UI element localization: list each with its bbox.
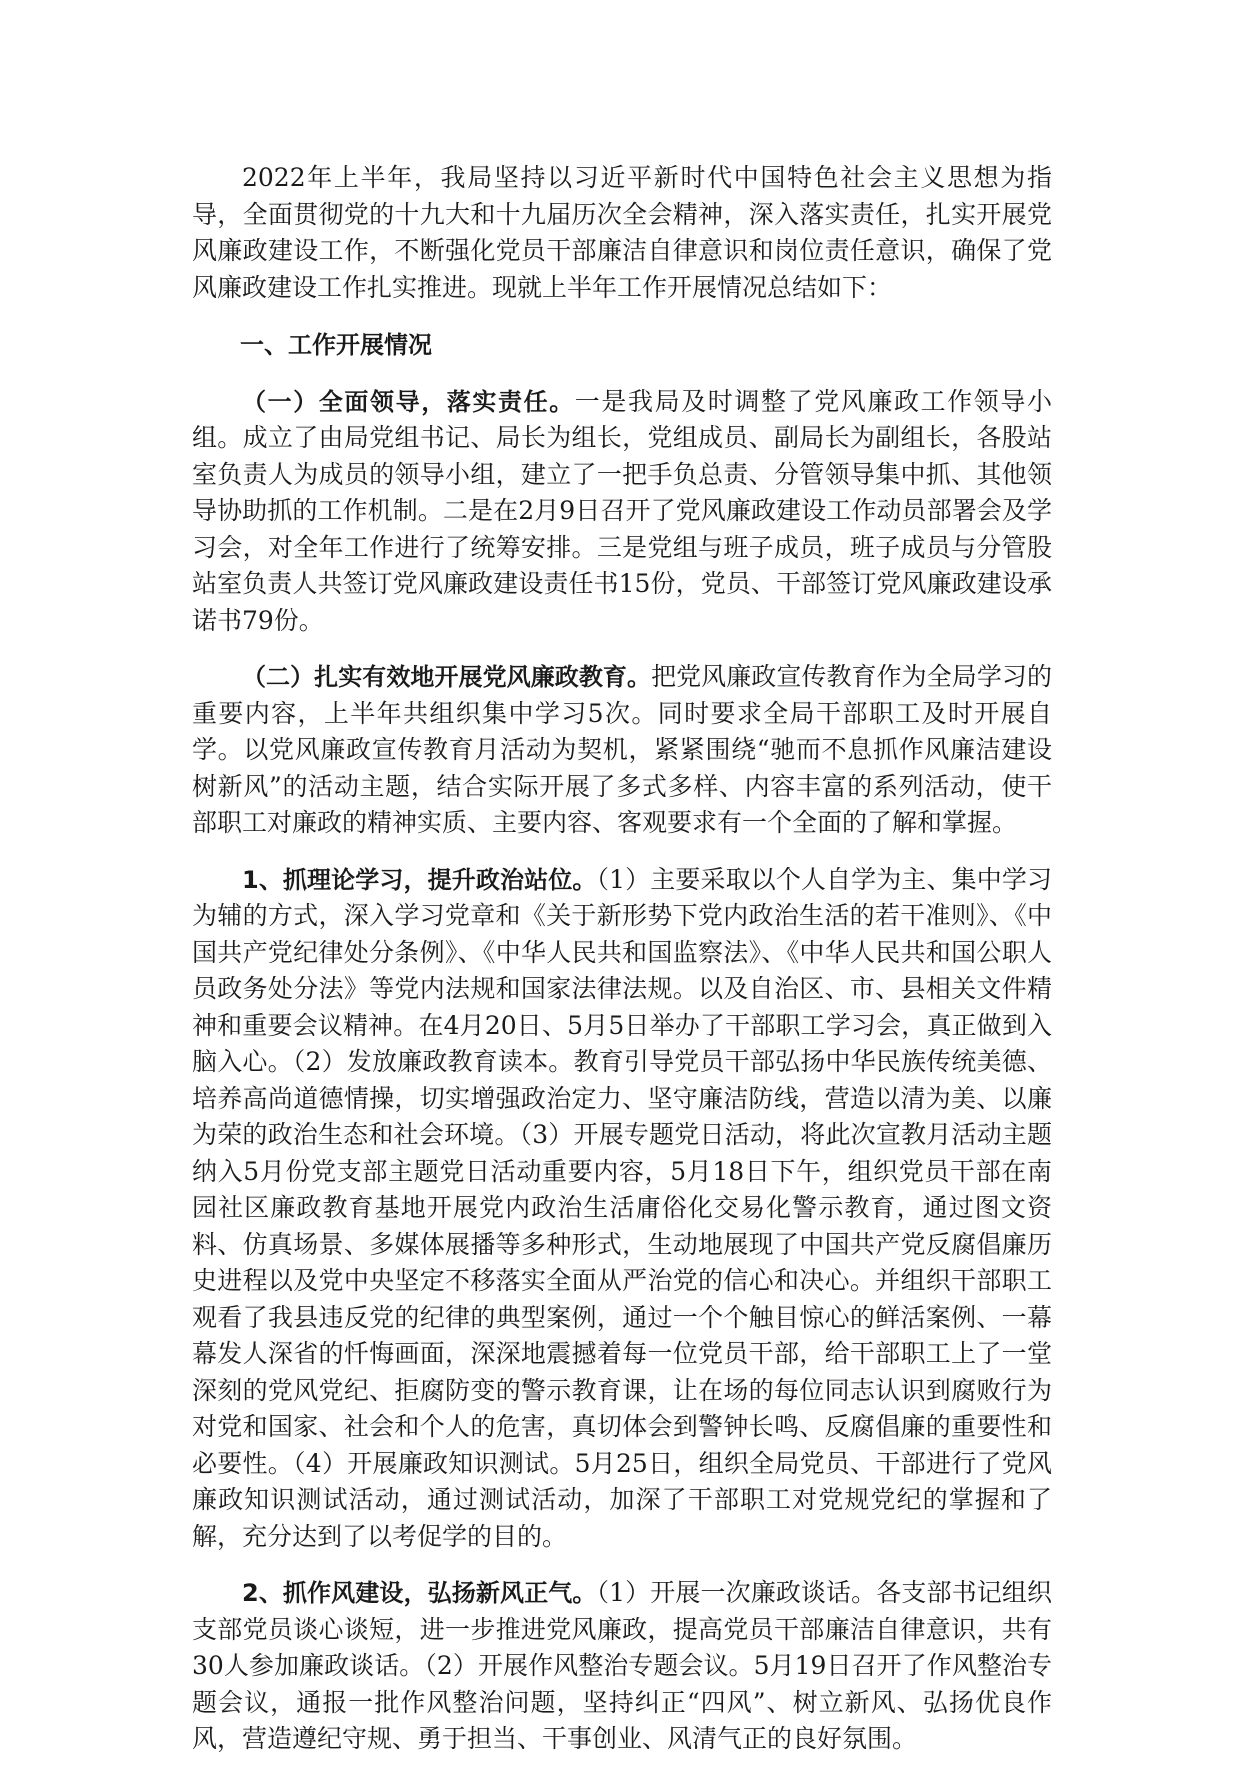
document-page: [192, 160, 1052, 1778]
paragraph-lead: （二）扎实有效地开展党风廉政教育。: [242, 663, 652, 691]
paragraph-body: 一是我局及时调整了党风廉政工作领导小组。成立了由局党组书记、局长为组长，党组成员、副局长为副组长，各股站室负责人为成员的领导小组，建立了一把手负总责、分管领导集中抓、其他领导协助抓的工作机制。二是在2月9日召开了党风廉政建设工作动员部署会及学习会，对全年工作进行了统筹安排。三是党组与班子成员，班子成员与分管股站室负责人共签订党风廉政建设责任书15份，党员、干部签订党风廉政建设承诺书79份。: [192, 386, 1052, 635]
paragraph-body: 把党风廉政宣传教育作为全局学习的重要内容，上半年共组织集中学习5次。同时要求全局干部职工及时开展自学。以党风廉政宣传教育月活动为契机，紧紧围绕“驰而不息抓作风廉洁建设树新风”的活动主题，结合实际开展了多式多样、内容丰富的系列活动，使干部职工对廉政的精神实质、主要内容、客观要求有一个全面的了解和掌握。: [192, 662, 1052, 837]
paragraph-work-style: [192, 1575, 1052, 1758]
paragraph-theory-study: [192, 862, 1052, 1556]
paragraph-education: [192, 659, 1052, 842]
paragraph-lead: （一）全面领导，落实责任。: [242, 387, 575, 416]
paragraph-leadership: [192, 384, 1052, 640]
paragraph-body: （1）开展一次廉政谈话。各支部书记组织支部党员谈心谈短，进一步推进党风廉政，提高党员干部廉洁自律意识，共有30人参加廉政谈话。（2）开展作风整治专题会议。5月19日召开了作风整治专题会议，通报一批作风整治问题，坚持纠正“四风”、树立新风、弘扬优良作风，营造遵纪守规、勇于担当、干事创业、风清气正的良好氛围。: [192, 1578, 1052, 1753]
paragraph-body: （1）主要采取以个人自学为主、集中学习为辅的方式，深入学习党章和《关于新形势下党内政治生活的若干准则》、《中国共产党纪律处分条例》、《中华人民共和国监察法》、《中华人民共和国公职人员政务处分法》等党内法规和国家法律法规。以及自治区、市、县相关文件精神和重要会议精神。在4月20日、5月5日举办了干部职工学习会，真正做到入脑入心。（2）发放廉政教育读本。教育引导党员干部弘扬中华民族传统美德、培养高尚道德情操，切实增强政治定力、坚守廉洁防线，营造以清为美、以廉为荣的政治生态和社会环境。（3）开展专题党日活动，将此次宣教月活动主题纳入5月份党支部主题党日活动重要内容，5月18日下午，组织党员干部在南园社区廉政教育基地开展党内政治生活庸俗化交易化警示教育，通过图文资料、仿真场景、多媒体展播等多种形式，生动地展现了中国共产党反腐倡廉历史进程以及党中央坚定不移落实全面从严治党的信心和决心。并组织干部职工观看了我县违反党的纪律的典型案例，通过一个个触目惊心的鲜活案例、一幕幕发人深省的忏悔画面，深深地震撼着每一位党员干部，给干部职工上了一堂深刻的党风党纪、拒腐防变的警示教育课，让在场的每位同志认识到腐败行为对党和国家、社会和个人的危害，真切体会到警钟长鸣、反腐倡廉的重要性和必要性。（4）开展廉政知识测试。5月25日，组织全局党员、干部进行了党风廉政知识测试活动，通过测试活动，加深了干部职工对党规党纪的掌握和了解，充分达到了以考促学的目的。: [192, 864, 1052, 1551]
paragraph-lead: 2、抓作风建设，弘扬新风正气。: [242, 1579, 597, 1607]
section-heading: 一、工作开展情况: [240, 331, 432, 359]
intro-paragraph: 2022年上半年，我局坚持以习近平新时代中国特色社会主义思想为指导，全面贯彻党的十九大和十九届历次全会精神，深入落实责任，扎实开展党风廉政建设工作，不断强化党员干部廉洁自律意识和岗位责任意识，确保了党风廉政建设工作扎实推进。现就上半年工作开展情况总结如下：: [192, 163, 1052, 302]
paragraph-lead: 1、抓理论学习，提升政治站位。: [242, 865, 597, 894]
